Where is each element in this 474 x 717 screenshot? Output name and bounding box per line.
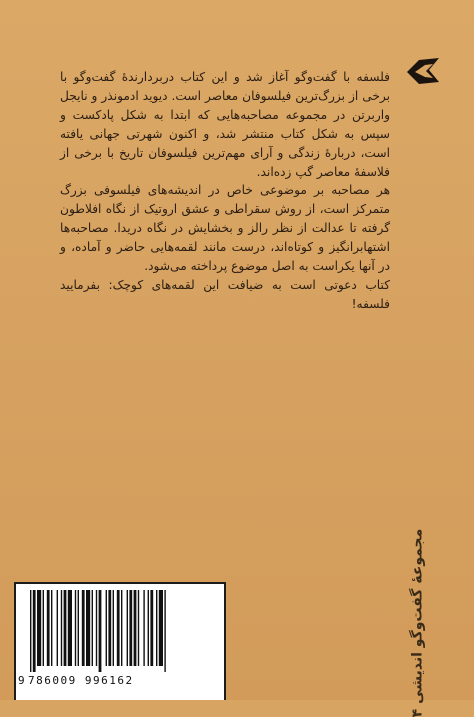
- barcode-bar: [164, 590, 165, 672]
- barcode-bar: [106, 590, 107, 666]
- series-title: [404, 528, 430, 717]
- barcode-bar: [150, 590, 153, 666]
- barcode-bar: [51, 590, 52, 666]
- barcode-bar: [61, 590, 62, 666]
- blurb-paragraph-3: کتاب دعوتی است به ضیافت این لقمه‌های کوچک: بفرمایید فلسفه!: [60, 277, 390, 311]
- barcode-bar: [57, 590, 58, 666]
- barcode-bar: [108, 590, 111, 666]
- barcode-bar: [43, 590, 44, 666]
- barcode-bar: [138, 590, 139, 666]
- blurb-text: [60, 68, 390, 314]
- series-title-text: مجموعهٔ گفت‌وگو اندیشی ۴: [409, 528, 425, 717]
- publisher-logo-icon: [403, 52, 443, 92]
- barcode-bar: [117, 590, 120, 666]
- barcode-bar: [86, 590, 90, 666]
- barcode-bar: [47, 590, 50, 666]
- barcode-bar: [129, 590, 132, 666]
- isbn-lead-digit: 9: [18, 674, 25, 687]
- barcode-bar: [33, 590, 36, 672]
- barcode-bar: [121, 590, 122, 666]
- barcode-bar: [82, 590, 85, 666]
- barcode-bar: [78, 590, 79, 666]
- isbn-barcode: [14, 582, 226, 700]
- barcode-bar: [64, 590, 67, 666]
- barcode-bar: [156, 590, 157, 666]
- barcode-bar: [68, 590, 72, 666]
- barcode-bar: [159, 590, 163, 666]
- barcode-bar: [143, 590, 144, 666]
- barcode-bar: [127, 590, 128, 666]
- barcode-bar: [148, 590, 149, 666]
- isbn-number: 786009 996162: [28, 674, 134, 687]
- barcode-bar: [134, 590, 137, 666]
- blurb-paragraph-1: فلسفه با گفت‌وگو آغاز شد و این کتاب دربردارندهٔ گفت‌وگو با برخی از بزرگ‌ترین فیلسوفان معاصر است. دیوید ادمونذر و نایجل واربرتن در مجموعه مصاحبه‌هایی که ابتدا به شکل پادکست و سپس به شکل کتاب منتشر شد، و اکنون شهرتی جهانی یافته است، دربارهٔ زندگی و آرای مهم‌ترین فیلسوفان تاریخ با برخی از فلاسفهٔ معاصر گپ زده‌اند.: [60, 70, 390, 179]
- barcode-bar: [75, 590, 76, 666]
- barcode-bar: [96, 590, 97, 666]
- blurb-paragraph-2: هر مصاحبه بر موضوعی خاص در اندیشه‌های فیلسوفی بزرگ متمرکز است، از روش سقراطی و عشق اروتیک از نگاه افلاطون گرفته تا عدالت از نظر رالز و بخشایش در نگاه دریدا. مصاحبه‌ها اشتهابرانگیز و کوتاه‌اند، درست مانند لقمه‌هایی حاضر و آماده، و در آنها یکراست به اصل موضوع پرداخته می‌شود.: [60, 183, 390, 274]
- barcode-bar: [92, 590, 93, 666]
- barcode-bar: [99, 590, 102, 672]
- barcode-bars: [22, 590, 220, 672]
- barcode-bar: [30, 590, 31, 672]
- barcode-bar: [113, 590, 114, 666]
- barcode-bar: [37, 590, 41, 666]
